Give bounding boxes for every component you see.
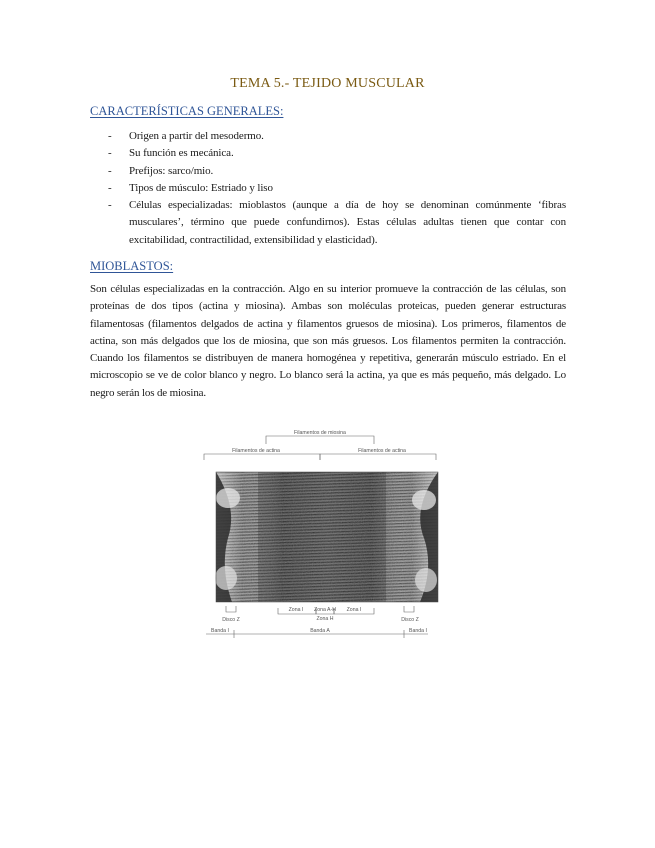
section-heading-mioblastos: MIOBLASTOS: [90,259,174,273]
list-item-text: Su función es mecánica. [129,147,234,160]
label-banda-a: Banda A [310,628,330,634]
list-item: - Origen a partir del mesodermo. [108,130,264,142]
section-heading-caracteristicas: CARACTERÍSTICAS GENERALES: [90,104,284,118]
label-myosin-filaments: Filamentos de miosina [294,430,346,436]
label-banda-i-right: Banda I [409,628,427,634]
label-zona-i-right: Zona I [346,607,362,613]
label-banda-i-left: Banda I [211,628,229,634]
page-title: TEMA 5.- TEJIDO MUSCULAR [230,76,425,91]
sarcomere-micrograph-figure [198,428,442,650]
list-item-text: Células especializadas: mioblastos (aunque a día de hoy se denominan comúnmente ‘fibras musculares’, término que puede confundirnos). Estas células adultas tienen que contar con excitabilidad, contractilidad, extensibilidad y elasticidad). [129,199,566,246]
micrograph-image [215,472,438,602]
characteristics-list [108,128,566,249]
label-actin-filaments-right: Filamentos de actina [358,448,406,454]
label-actin-filaments-left: Filamentos de actina [232,448,280,454]
label-zona-h: Zona H [316,616,334,622]
body-paragraph: Son células especializadas en la contracción. Algo en su interior promueve la contracción de las células, son proteínas de dos tipos (actina y miosina). Ambas son moléculas proteicas, pueden generar estructuras filamentosas (filamentos delgados de actina y filamentos gruesos de miosina). Los primeros, filamentos de actina, son más delgados que los de miosina, que son más gruesos. Los filamentos permiten la contracción. Cuando los filamentos se distribuyen de manera homogénea y repetitiva, generarán músculo estriado. En el microscopio se ve de color blanco y negro. Lo blanco será la actina, ya que es más pequeño, más delgado. Lo negro serán los de miosina. [90,283,566,399]
label-disco-z-left: Disco Z [222,617,240,623]
list-item-text: Prefijos: sarco/mio. [129,164,214,177]
list-item: - Tipos de músculo: Estriado y liso [108,181,273,194]
list-item-text: Tipos de músculo: Estriado y liso [129,181,273,194]
list-item: - Prefijos: sarco/mio. [108,164,214,177]
list-item-text: Origen a partir del mesodermo. [129,130,264,142]
label-zona-ah: Zona A-H [314,607,336,613]
label-zona-i-left: Zona I [288,607,304,613]
list-item: - Su función es mecánica. [108,147,234,160]
label-disco-z-right: Disco Z [401,617,419,623]
list-item: - Células especializadas: mioblastos (aunque a día de hoy se denominan comúnmente ‘fibras musculares’, término que puede confundirnos). Estas células adultas tienen que contar con excitabilidad, contractilidad, extensibilidad y elasticidad). [108,199,566,246]
